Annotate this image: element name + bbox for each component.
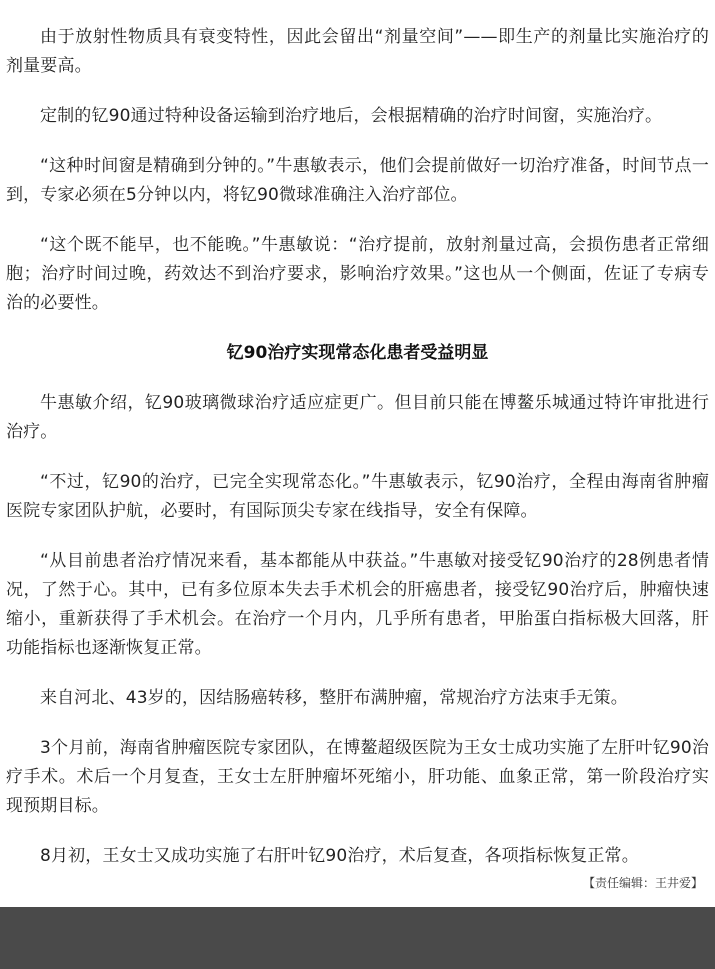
paragraph: 3个月前，海南省肿瘤医院专家团队，在博鳌超级医院为王女士成功实施了左肝叶钇90治疗手术。术后一个月复查，王女士左肝肿瘤坏死缩小，肝功能、血象正常，第一阶段治疗实现预期目标。 bbox=[6, 738, 709, 816]
footer-bar bbox=[0, 907, 715, 969]
paragraph: 牛惠敏介绍，钇90玻璃微球治疗适应症更广。但目前只能在博鳌乐城通过特许审批进行治疗。 bbox=[6, 393, 709, 442]
paragraph: 定制的钇90通过特种设备运输到治疗地后，会根据精确的治疗时间窗，实施治疗。 bbox=[40, 106, 663, 126]
editor-credit: 【责任编辑：王井爱】 bbox=[582, 876, 703, 890]
paragraph: “从目前患者治疗情况来看，基本都能从中获益。”牛惠敏对接受钇90治疗的28例患者情况，了然于心。其中，已有多位原本失去手术机会的肝癌患者，接受钇90治疗后，肿瘤快速缩小，重新获得了手术机会。在治疗一个月内，几乎所有患者，甲胎蛋白指标极大回落，肝功能指标也逐渐恢复正常。 bbox=[6, 551, 709, 658]
paragraph: “不过，钇90的治疗，已完全实现常态化。”牛惠敏表示，钇90治疗，全程由海南省肿瘤医院专家团队护航，必要时，有国际顶尖专家在线指导，安全有保障。 bbox=[6, 472, 709, 521]
paragraph: 由于放射性物质具有衰变特性，因此会留出“剂量空间”——即生产的剂量比实施治疗的剂量要高。 bbox=[6, 27, 709, 76]
paragraph: “这个既不能早，也不能晚。”牛惠敏说：“治疗提前，放射剂量过高，会损伤患者正常细胞；治疗时间过晚，药效达不到治疗要求，影响治疗效果。”这也从一个侧面，佐证了专病专治的必要性。 bbox=[6, 235, 709, 313]
paragraph: 来自河北、43岁的，因结肠癌转移，整肝布满肿瘤，常规治疗方法束手无策。 bbox=[40, 688, 628, 708]
section-heading: 钇90治疗实现常态化患者受益明显 bbox=[226, 343, 489, 363]
paragraph: 8月初，王女士又成功实施了右肝叶钇90治疗，术后复查，各项指标恢复正常。 bbox=[40, 846, 639, 866]
paragraph: “这种时间窗是精确到分钟的。”牛惠敏表示，他们会提前做好一切治疗准备，时间节点一到，专家必须在5分钟以内，将钇90微球准确注入治疗部位。 bbox=[6, 156, 709, 205]
